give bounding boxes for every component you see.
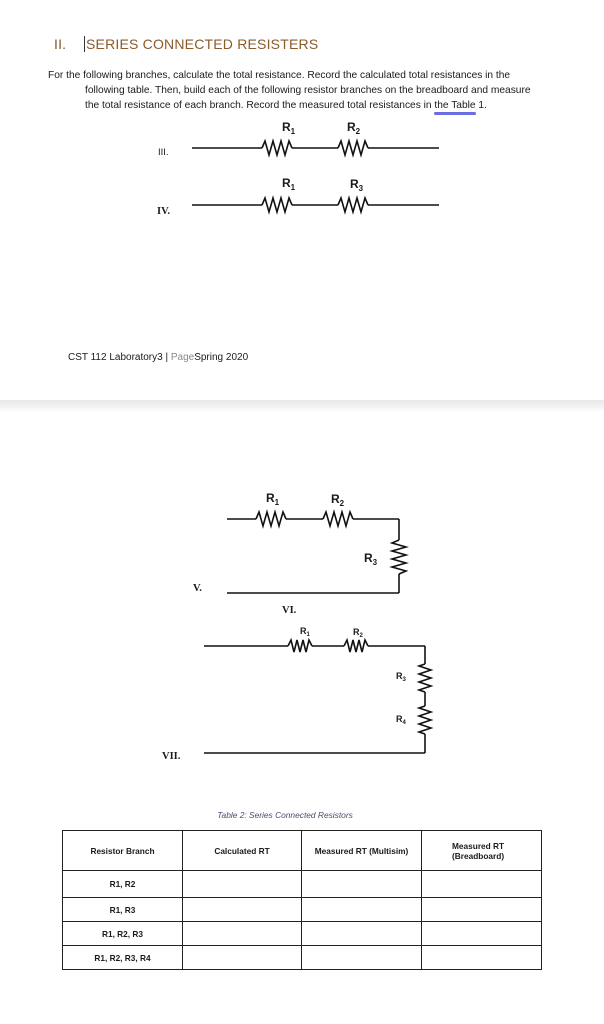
page-footer (68, 352, 248, 363)
table-row (63, 946, 542, 970)
circuit-v (227, 512, 406, 593)
label-r1: $R_1$ (266, 491, 280, 507)
cell-calculated[interactable] (183, 922, 302, 946)
resistor-r2-zigzag (344, 640, 368, 652)
cell-breadboard[interactable] (422, 871, 542, 898)
label-r1: $R_1$ (300, 626, 310, 638)
table-row (63, 871, 542, 898)
instructions-line-3-end: 1. (475, 100, 487, 111)
label-r3: $R_3$ (350, 177, 364, 193)
resistor-r1-zigzag (262, 141, 292, 155)
resistor-r1-zigzag (288, 640, 312, 652)
footer-page-word: Page (170, 352, 195, 363)
label-r3: $R_3$ (396, 671, 406, 683)
section-number: II. (54, 36, 67, 52)
instructions-line-3-start: the total resistance of each branch. Record the measured total resistances in (85, 100, 435, 111)
resistor-r3-zigzag (338, 198, 368, 212)
header-measured-breadboard-line-1: Measured RT (452, 840, 505, 851)
table-row (63, 922, 542, 946)
resistor-r2-zigzag (338, 141, 368, 155)
instructions-line-1: For the following branches, calculate the total resistance. Record the calculated total resistances in the (48, 70, 511, 81)
resistor-r2-zigzag (323, 512, 353, 526)
resistor-r1-zigzag (262, 198, 292, 212)
label-r2: $R_2$ (353, 627, 363, 639)
table-row (63, 898, 542, 922)
header-measured-breadboard-line-2: (Breadboard) (452, 850, 505, 861)
cell-breadboard[interactable] (422, 946, 542, 970)
cell-calculated[interactable] (183, 946, 302, 970)
table-reference-link[interactable]: the Table (434, 100, 476, 111)
circuit-vi (204, 640, 431, 753)
label-r2: $R_2$ (331, 492, 345, 508)
section-title: SERIES CONNECTED RESISTERS (86, 36, 319, 52)
cell-breadboard[interactable] (422, 922, 542, 946)
cell-branch: R1, R3 (63, 898, 183, 922)
cell-multisim[interactable] (302, 946, 422, 970)
label-r4: $R_4$ (396, 714, 406, 726)
circuit-label-vi: VI. (282, 605, 297, 616)
cell-multisim[interactable] (302, 898, 422, 922)
circuit-label-iii: III. (158, 147, 169, 158)
circuit-label-v: V. (193, 583, 202, 594)
resistor-r4-zigzag (419, 706, 431, 734)
header-measured-breadboard (422, 831, 542, 871)
resistor-r3-zigzag (419, 664, 431, 692)
table-caption: Table 2: Series Connected Resistors (217, 810, 353, 820)
cell-multisim[interactable] (302, 922, 422, 946)
header-resistor-branch: Resistor Branch (63, 831, 183, 871)
circuit-iii (192, 141, 439, 155)
circuit-iv (192, 198, 439, 212)
cell-breadboard[interactable] (422, 898, 542, 922)
table-header-row (63, 831, 542, 871)
label-r1: $R_1$ (282, 120, 296, 136)
header-measured-multisim: Measured RT (Multisim) (302, 831, 422, 871)
results-table (62, 830, 542, 970)
cell-calculated[interactable] (183, 871, 302, 898)
resistor-r1-zigzag (256, 512, 286, 526)
instructions-line-2: following table. Then, build each of the following resistor branches on the breadboard and measure (85, 85, 531, 96)
cell-branch: R1, R2 (63, 871, 183, 898)
cell-multisim[interactable] (302, 871, 422, 898)
circuit-label-iv: IV. (157, 206, 170, 217)
label-r2: $R_2$ (347, 120, 361, 136)
header-calculated-rt: Calculated RT (183, 831, 302, 871)
cell-branch: R1, R2, R3 (63, 922, 183, 946)
label-r1: $R_1$ (282, 176, 296, 192)
label-r3: $R_3$ (364, 551, 378, 567)
cell-branch: R1, R2, R3, R4 (63, 946, 183, 970)
cell-calculated[interactable] (183, 898, 302, 922)
footer-course: CST 112 Laboratory3 | (68, 352, 171, 363)
circuit-label-vii: VII. (162, 751, 181, 762)
resistor-r3-zigzag (392, 540, 406, 574)
footer-term: Spring 2020 (194, 352, 249, 363)
